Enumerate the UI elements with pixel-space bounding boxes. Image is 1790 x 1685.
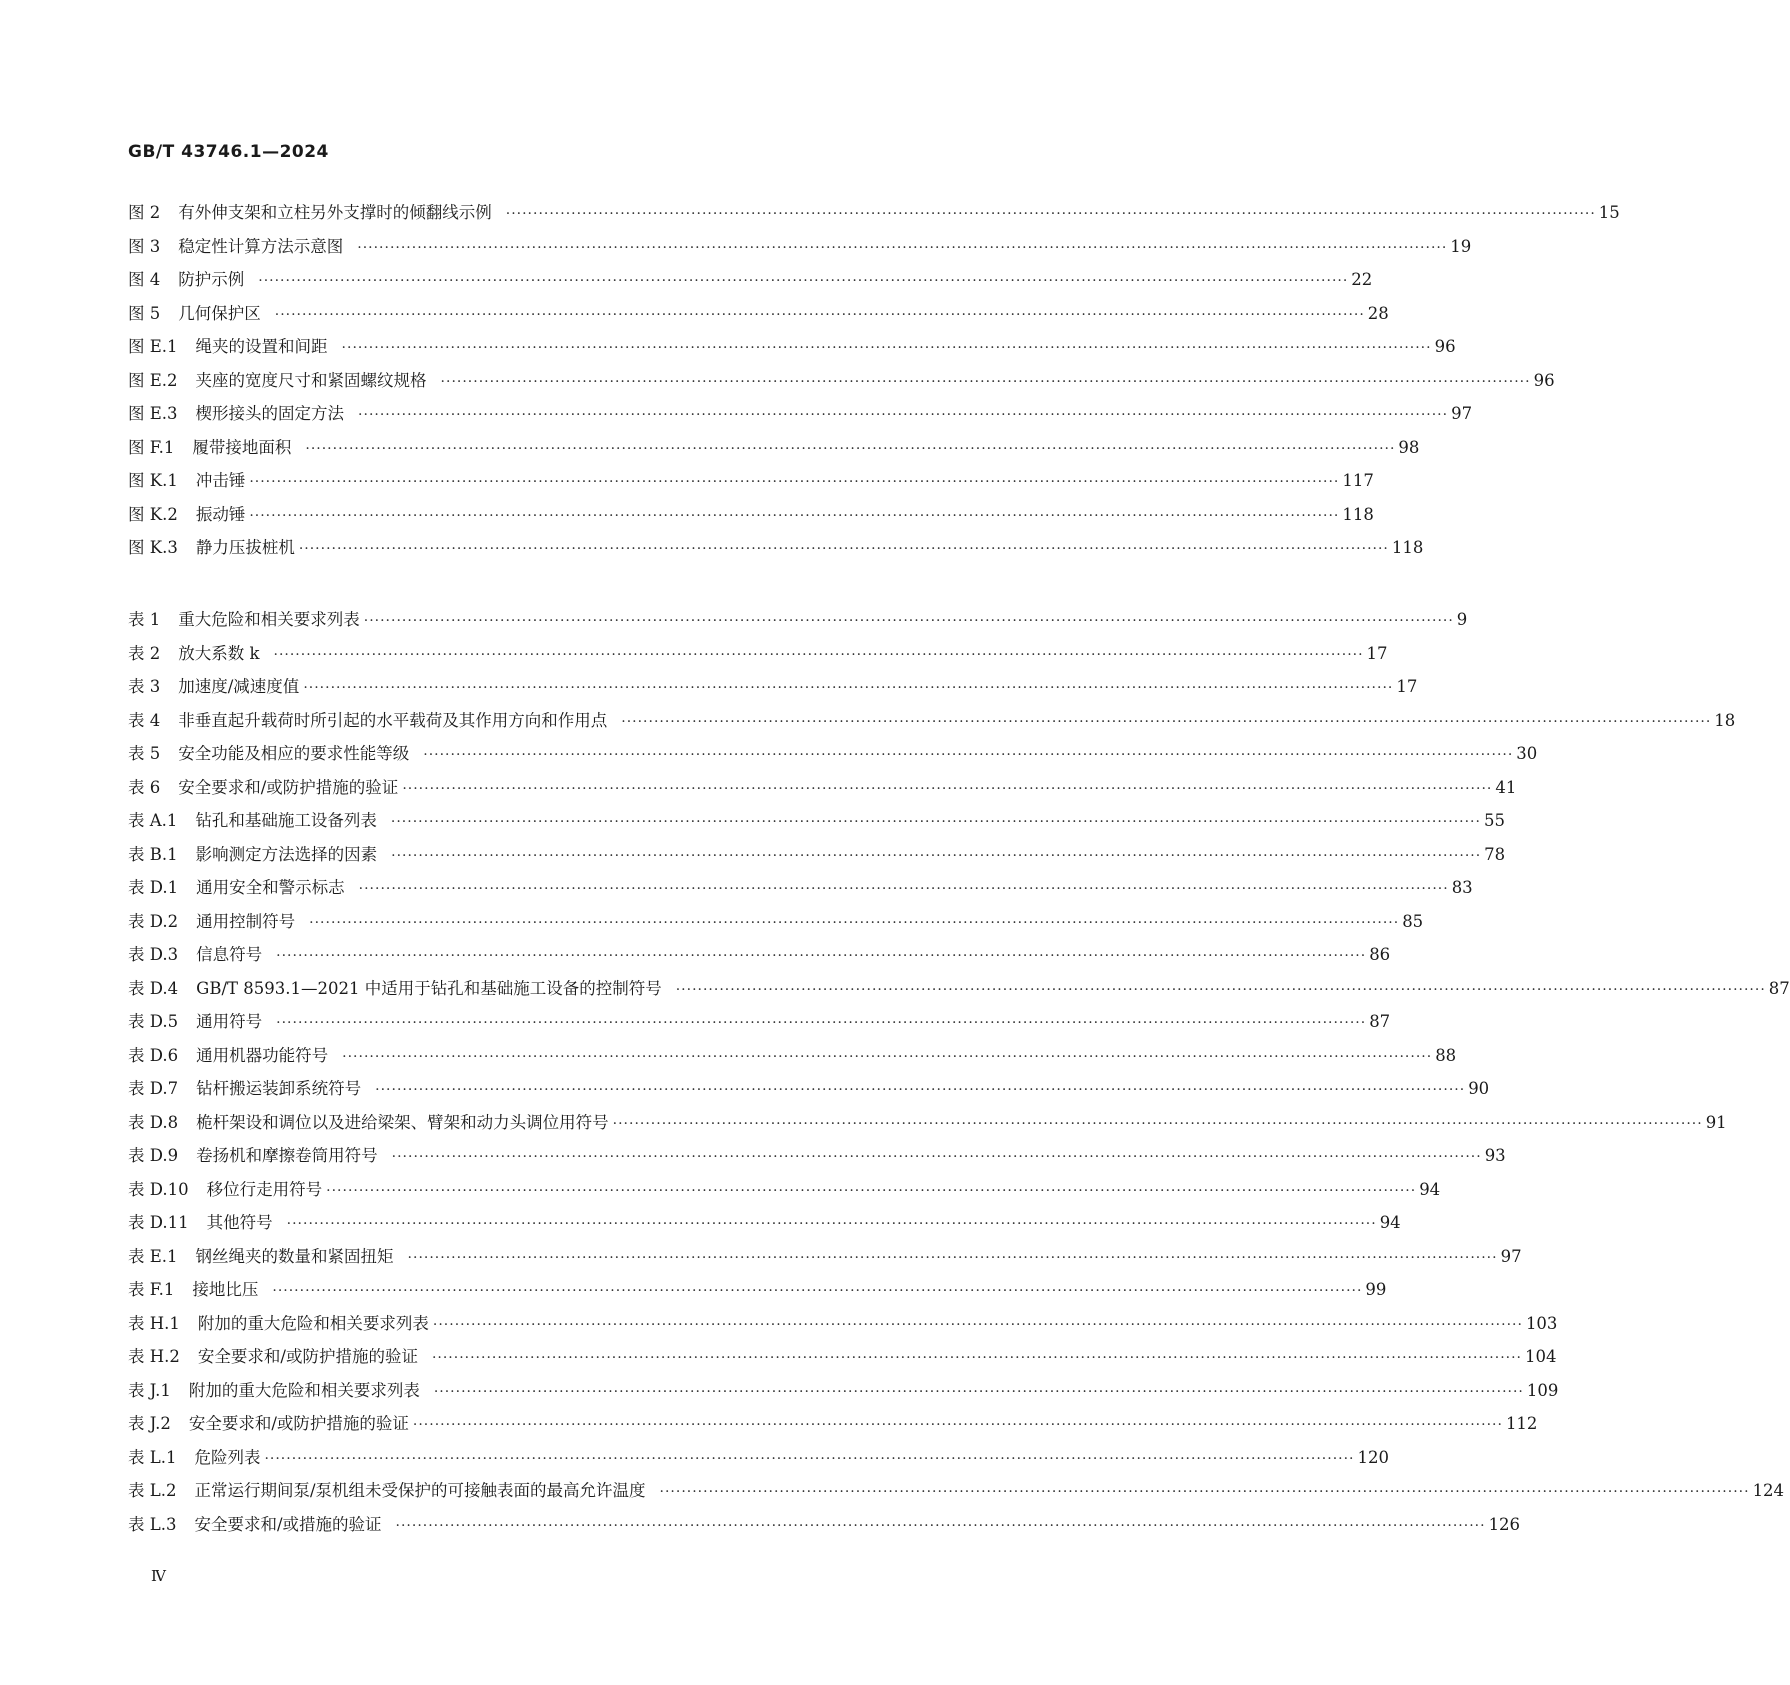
- entry-label: 表 2: [128, 643, 161, 663]
- entry-page-number: 86: [1369, 945, 1391, 964]
- entry-title: 通用符号: [196, 1012, 263, 1031]
- dot-leader: ········································································································································································································: [272, 1283, 1363, 1299]
- entry-title: 钢丝绳夹的数量和紧固扭矩: [195, 1246, 394, 1266]
- entry-label: 表 D.1: [128, 878, 179, 897]
- entry-title: 防护示例: [178, 270, 245, 289]
- entry-label: 表 D.4: [128, 978, 179, 998]
- table-entry[interactable]: [128, 804, 1505, 838]
- table-entry[interactable]: [128, 1005, 1391, 1039]
- dot-leader: ········································································································································································································: [431, 1350, 1522, 1366]
- entry-title: 非垂直起升载荷时所引起的水平载荷及其作用方向和作用点: [178, 710, 608, 730]
- entry-title: 正常运行期间泵/泵机组未受保护的可接触表面的最高允许温度: [194, 1481, 646, 1500]
- entry-label: 表 D.5: [128, 1012, 179, 1031]
- entry-page-number: 118: [1391, 538, 1424, 557]
- dot-leader: ········································································································································································································: [391, 1149, 1482, 1165]
- entry-title: 附加的重大危险和相关要求列表: [197, 1313, 429, 1333]
- figure-entry[interactable]: [128, 431, 1420, 465]
- entry-page-number: 94: [1419, 1179, 1441, 1199]
- table-entry[interactable]: [128, 603, 1468, 637]
- table-entry[interactable]: [128, 1139, 1506, 1173]
- entry-label: 表 1: [128, 610, 161, 629]
- entry-page-number: 98: [1398, 437, 1420, 457]
- entry-page-number: 41: [1495, 777, 1517, 797]
- entry-page-number: 22: [1351, 270, 1373, 289]
- entry-title: 楔形接头的固定方法: [195, 404, 345, 423]
- dot-leader: ········································································································································································································: [358, 881, 1449, 897]
- entry-page-number: 96: [1533, 370, 1555, 390]
- entry-title: 稳定性计算方法示意图: [178, 236, 344, 256]
- entry-page-number: 97: [1451, 404, 1473, 423]
- entry-label: 表 6: [128, 777, 161, 797]
- page-number: Ⅳ: [151, 1567, 166, 1585]
- entry-page-number: 96: [1434, 337, 1456, 356]
- dot-leader: ········································································································································································································: [432, 1316, 1523, 1333]
- table-entry[interactable]: [128, 1240, 1522, 1274]
- figure-entry[interactable]: [128, 297, 1389, 331]
- table-entry[interactable]: [128, 1173, 1441, 1207]
- dot-leader: ········································································································································································································: [298, 541, 1389, 557]
- entry-title: 履带接地面积: [192, 437, 292, 457]
- entry-label: 图 K.3: [128, 538, 178, 557]
- dot-leader: ········································································································································································································: [305, 440, 1396, 457]
- dot-leader: ········································································································································································································: [341, 340, 1432, 356]
- entry-label: 图 E.1: [128, 337, 178, 356]
- entry-label: 图 K.1: [128, 471, 178, 490]
- entry-title: 加速度/减速度值: [178, 677, 300, 696]
- entry-title: 夹座的宽度尺寸和紧固螺纹规格: [195, 370, 427, 390]
- dot-leader: ········································································································································································································: [621, 713, 1712, 730]
- entry-title: 几何保护区: [178, 303, 261, 323]
- entry-title: 信息符号: [196, 945, 263, 964]
- table-entry[interactable]: [128, 637, 1388, 671]
- dot-leader: ········································································································································································································: [612, 1115, 1703, 1132]
- entry-page-number: 94: [1379, 1213, 1401, 1232]
- entry-title: 危险列表: [194, 1447, 261, 1467]
- entry-title: 钻杆搬运装卸系统符号: [196, 1079, 362, 1098]
- entry-page-number: 93: [1484, 1146, 1506, 1165]
- dot-leader: ········································································································································································································: [412, 1417, 1503, 1433]
- dot-leader: ········································································································································································································: [249, 507, 1340, 524]
- entry-label: 表 4: [128, 710, 161, 730]
- dot-leader: ········································································································································································································: [395, 1517, 1486, 1534]
- entry-title: 桅杆架设和调位以及进给梁架、臂架和动力头调位用符号: [196, 1112, 609, 1132]
- table-entry[interactable]: [128, 938, 1391, 972]
- entry-title: 冲击锤: [195, 471, 246, 490]
- entry-page-number: 18: [1714, 710, 1736, 730]
- standard-code: GB/T 43746.1—2024: [128, 142, 329, 162]
- figure-entry[interactable]: [128, 498, 1374, 532]
- figure-entry[interactable]: [128, 531, 1424, 565]
- entry-label: 表 5: [128, 744, 161, 763]
- dot-leader: ········································································································································································································: [264, 1450, 1355, 1467]
- entry-label: 表 B.1: [128, 844, 178, 864]
- entry-title: 安全要求和/或防护措施的验证: [178, 777, 399, 797]
- table-entry[interactable]: [128, 1039, 1457, 1073]
- dot-leader: ········································································································································································································: [303, 680, 1394, 696]
- entry-label: 表 J.1: [128, 1380, 171, 1400]
- table-entry[interactable]: [128, 737, 1538, 771]
- dot-leader: ········································································································································································································: [326, 1182, 1417, 1199]
- entry-label: 表 J.2: [128, 1414, 171, 1433]
- entry-page-number: 104: [1525, 1347, 1557, 1366]
- entry-label: 表 L.2: [128, 1481, 177, 1500]
- entry-title: 钻孔和基础施工设备列表: [195, 811, 377, 830]
- dot-leader: ········································································································································································································: [276, 1015, 1367, 1031]
- entry-page-number: 83: [1451, 878, 1473, 897]
- dot-leader: ········································································································································································································: [391, 847, 1482, 864]
- entry-title: 安全要求和/或措施的验证: [194, 1514, 382, 1534]
- entry-label: 表 D.9: [128, 1146, 179, 1165]
- table-entry[interactable]: [128, 1273, 1387, 1307]
- entry-page-number: 109: [1526, 1380, 1559, 1400]
- entry-page-number: 120: [1357, 1447, 1389, 1467]
- dot-leader: ········································································································································································································: [675, 981, 1766, 998]
- entry-page-number: 103: [1525, 1313, 1558, 1333]
- entry-label: 图 E.3: [128, 404, 178, 423]
- entry-title: 安全要求和/或防护措施的验证: [188, 1414, 409, 1433]
- table-entry[interactable]: [128, 1307, 1558, 1341]
- dot-leader: ········································································································································································································: [274, 306, 1365, 323]
- entry-title: 附加的重大危险和相关要求列表: [188, 1380, 420, 1400]
- entry-title: 静力压拔桩机: [195, 538, 295, 557]
- entry-label: 表 L.1: [128, 1447, 177, 1467]
- entry-label: 图 5: [128, 303, 161, 323]
- entry-page-number: 126: [1488, 1514, 1521, 1534]
- figure-entry[interactable]: [128, 230, 1472, 264]
- figure-entry[interactable]: [128, 263, 1373, 297]
- dot-leader: ········································································································································································································: [440, 373, 1531, 390]
- table-entry[interactable]: [128, 1508, 1521, 1542]
- figure-entry[interactable]: [128, 330, 1456, 364]
- dot-leader: ········································································································································································································: [407, 1249, 1498, 1266]
- dot-leader: ········································································································································································································: [358, 407, 1449, 423]
- entry-title: 放大系数 k: [178, 643, 260, 663]
- figure-list: [128, 196, 1620, 565]
- figure-entry[interactable]: [128, 196, 1620, 230]
- table-entry[interactable]: [128, 1441, 1389, 1475]
- entry-page-number: 28: [1367, 303, 1389, 323]
- entry-label: 表 D.10: [128, 1179, 189, 1199]
- entry-label: 表 D.2: [128, 911, 179, 931]
- entry-page-number: 97: [1500, 1246, 1522, 1266]
- dot-leader: ········································································································································································································: [363, 613, 1454, 629]
- entry-page-number: 90: [1468, 1079, 1490, 1098]
- dot-leader: ········································································································································································································: [286, 1216, 1377, 1232]
- dot-leader: ········································································································································································································: [390, 814, 1481, 830]
- entry-title: 接地比压: [192, 1280, 259, 1299]
- table-entry[interactable]: [128, 838, 1506, 872]
- dot-leader: ········································································································································································································: [659, 1484, 1750, 1500]
- entry-page-number: 85: [1402, 911, 1424, 931]
- figure-entry[interactable]: [128, 464, 1374, 498]
- dot-leader: ········································································································································································································: [505, 206, 1596, 222]
- entry-page-number: 99: [1365, 1280, 1387, 1299]
- entry-title: 振动锤: [195, 504, 246, 524]
- entry-title: 通用控制符号: [196, 911, 296, 931]
- entry-page-number: 118: [1342, 504, 1374, 524]
- dot-leader: ········································································································································································································: [276, 948, 1367, 964]
- entry-label: 表 H.2: [128, 1347, 180, 1366]
- dot-leader: ········································································································································································································: [309, 914, 1400, 931]
- entry-page-number: 117: [1342, 471, 1374, 490]
- entry-label: 图 4: [128, 270, 161, 289]
- dot-leader: ········································································································································································································: [342, 1048, 1433, 1065]
- entry-label: 表 3: [128, 677, 161, 696]
- entry-page-number: 17: [1366, 643, 1388, 663]
- entry-label: 表 A.1: [128, 811, 178, 830]
- entry-label: 表 L.3: [128, 1514, 177, 1534]
- entry-label: 表 F.1: [128, 1280, 175, 1299]
- entry-label: 图 F.1: [128, 437, 175, 457]
- figure-entry[interactable]: [128, 364, 1555, 398]
- dot-leader: ········································································································································································································: [433, 1383, 1524, 1400]
- entry-label: 表 D.7: [128, 1079, 179, 1098]
- dot-leader: ········································································································································································································: [258, 273, 1349, 289]
- entry-title: 影响测定方法选择的因素: [195, 844, 378, 864]
- table-entry[interactable]: [128, 1340, 1557, 1374]
- entry-page-number: 30: [1516, 744, 1538, 763]
- table-list: [128, 603, 1790, 1541]
- entry-page-number: 78: [1484, 844, 1506, 864]
- table-entry[interactable]: [128, 1407, 1538, 1441]
- entry-title: 卷扬机和摩擦卷筒用符号: [196, 1146, 378, 1165]
- entry-title: 绳夹的设置和间距: [195, 337, 328, 356]
- entry-page-number: 87: [1768, 978, 1790, 998]
- entry-label: 表 D.3: [128, 945, 179, 964]
- entry-title: 其他符号: [206, 1213, 273, 1232]
- dot-leader: ········································································································································································································: [249, 474, 1340, 490]
- table-entry[interactable]: [128, 1206, 1401, 1240]
- entry-page-number: 15: [1598, 203, 1620, 222]
- entry-title: 移位行走用符号: [206, 1179, 323, 1199]
- entry-page-number: 19: [1450, 236, 1472, 256]
- entry-page-number: 91: [1705, 1112, 1727, 1132]
- table-entry[interactable]: [128, 905, 1424, 939]
- entry-page-number: 9: [1456, 610, 1468, 629]
- entry-label: 表 H.1: [128, 1313, 180, 1333]
- entry-label: 图 E.2: [128, 370, 178, 390]
- entry-title: 有外伸支架和立柱另外支撑时的倾翻线示例: [178, 203, 492, 222]
- entry-label: 图 3: [128, 236, 161, 256]
- table-entry[interactable]: [128, 1072, 1490, 1106]
- dot-leader: ········································································································································································································: [273, 646, 1364, 663]
- entry-label: 表 D.11: [128, 1213, 189, 1232]
- figure-entry[interactable]: [128, 397, 1473, 431]
- entry-label: 表 D.6: [128, 1045, 179, 1065]
- entry-label: 图 2: [128, 203, 161, 222]
- dot-leader: ········································································································································································································: [357, 239, 1448, 256]
- entry-label: 表 D.8: [128, 1112, 179, 1132]
- dot-leader: ········································································································································································································: [375, 1082, 1466, 1098]
- table-entry[interactable]: [128, 1374, 1559, 1408]
- entry-title: 安全要求和/或防护措施的验证: [197, 1347, 418, 1366]
- entry-title: 通用安全和警示标志: [196, 878, 345, 897]
- table-entry[interactable]: [128, 972, 1790, 1006]
- entry-page-number: 17: [1396, 677, 1418, 696]
- entry-title: 重大危险和相关要求列表: [178, 610, 360, 629]
- table-entry[interactable]: [128, 1474, 1785, 1508]
- entry-title: 安全功能及相应的要求性能等级: [178, 744, 410, 763]
- entry-page-number: 112: [1505, 1414, 1538, 1433]
- dot-leader: ········································································································································································································: [423, 747, 1514, 763]
- table-entry[interactable]: [128, 771, 1517, 805]
- table-entry[interactable]: [128, 704, 1736, 738]
- table-entry[interactable]: [128, 1106, 1727, 1140]
- table-entry[interactable]: [128, 670, 1418, 704]
- entry-page-number: 87: [1369, 1012, 1391, 1031]
- entry-page-number: 55: [1483, 811, 1505, 830]
- entry-page-number: 88: [1435, 1045, 1457, 1065]
- dot-leader: ········································································································································································································: [402, 780, 1493, 797]
- table-entry[interactable]: [128, 871, 1473, 905]
- entry-label: 图 K.2: [128, 504, 178, 524]
- entry-title: GB/T 8593.1—2021 中适用于钻孔和基础施工设备的控制符号: [196, 978, 662, 998]
- entry-label: 表 E.1: [128, 1246, 178, 1266]
- entry-title: 通用机器功能符号: [196, 1045, 329, 1065]
- entry-page-number: 124: [1752, 1481, 1785, 1500]
